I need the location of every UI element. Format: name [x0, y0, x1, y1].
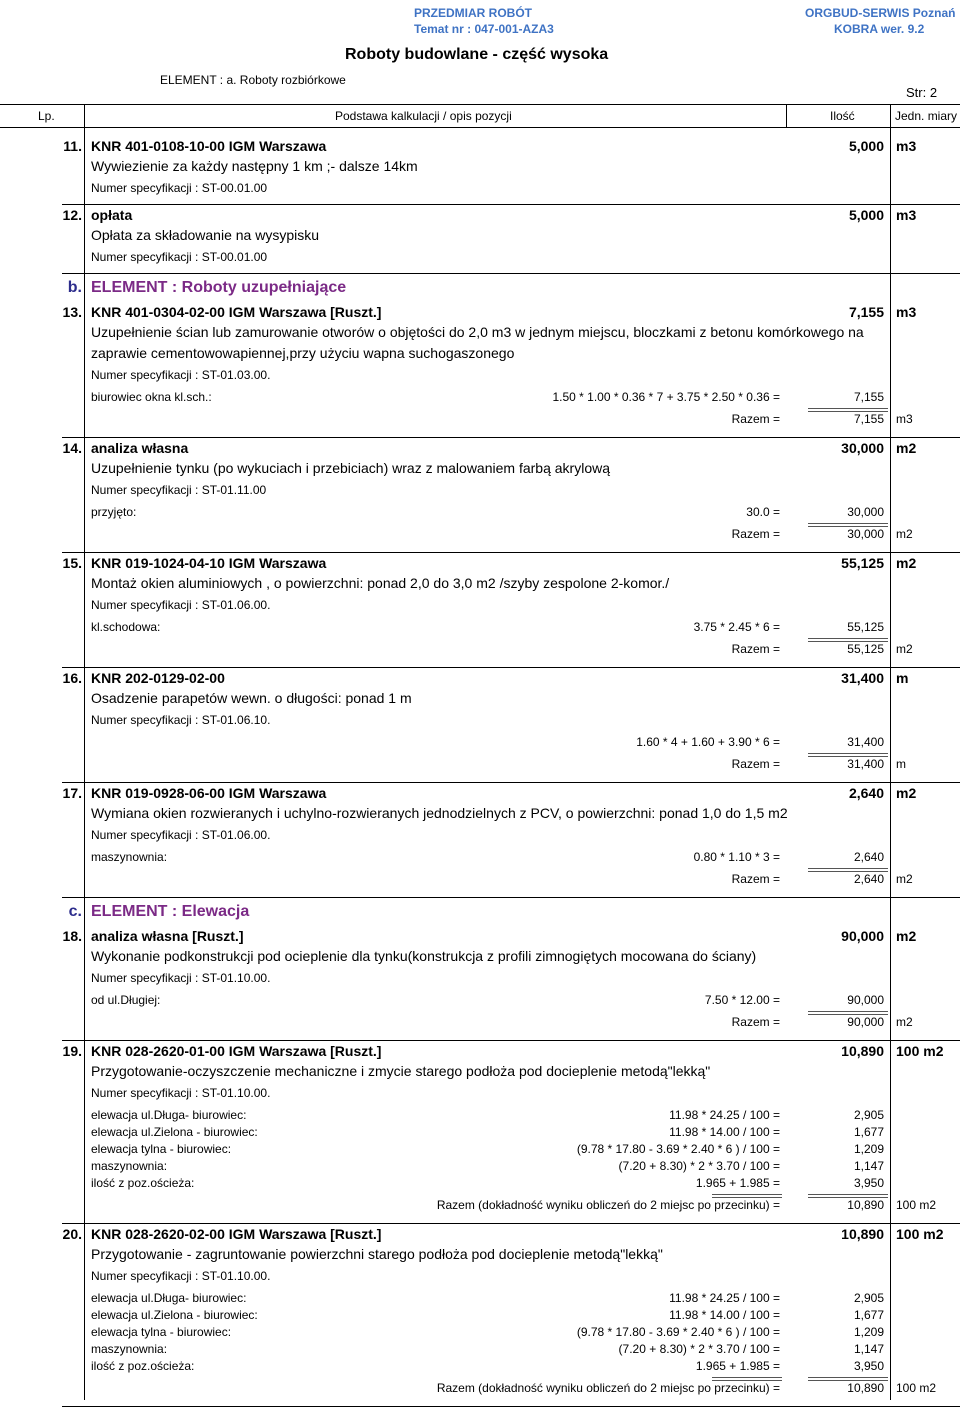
calc-formula: 11.98 * 14.00 / 100 = — [669, 1125, 780, 1139]
calc-value: 1,677 — [853, 1308, 884, 1322]
calc-formula: 11.98 * 24.25 / 100 = — [669, 1108, 780, 1122]
column-qty: Ilość — [830, 109, 855, 123]
razem-row — [0, 1009, 960, 1033]
calc-row — [0, 389, 960, 406]
item-spec: Numer specyfikacji : ST-01.06.00. — [91, 828, 271, 842]
item-spec: Numer specyfikacji : ST-01.10.00. — [91, 1269, 271, 1283]
calc-row — [0, 1141, 960, 1158]
cost-item — [0, 136, 960, 205]
calc-label: elewacja ul.Zielona - biurowiec: — [91, 1308, 258, 1322]
item-number: 15. — [62, 555, 82, 571]
razem-row — [0, 1375, 960, 1399]
item-unit: m2 — [896, 440, 917, 456]
item-head — [0, 783, 960, 803]
cost-item — [0, 553, 960, 668]
calc-label: elewacja tylna - biurowiec: — [91, 1142, 232, 1156]
item-code: KNR 401-0108-10-00 IGM Warszawa — [91, 138, 327, 154]
item-unit: m3 — [896, 138, 917, 154]
calc-row — [0, 992, 960, 1009]
item-code: KNR 202-0129-02-00 — [91, 670, 225, 686]
razem-value: 30,000 — [847, 527, 884, 541]
calc-value: 1,147 — [853, 1159, 884, 1173]
item-head — [0, 1041, 960, 1061]
project-title: PRZEDMIAR ROBÓT — [414, 6, 532, 20]
razem-unit: m2 — [896, 872, 913, 886]
calc-label: kl.schodowa: — [91, 620, 161, 634]
razem-unit: m — [896, 757, 906, 771]
razem-value: 10,890 — [847, 1381, 884, 1395]
item-number: 14. — [62, 440, 82, 456]
item-spec: Numer specyfikacji : ST-00.01.00 — [91, 250, 268, 264]
item-spec: Numer specyfikacji : ST-00.01.00 — [91, 181, 268, 195]
calc-value: 30,000 — [847, 505, 884, 519]
calc-label: maszynownia: — [91, 850, 168, 864]
calc-value: 2,905 — [853, 1108, 884, 1122]
column-header — [0, 104, 960, 128]
item-code: KNR 019-1024-04-10 IGM Warszawa — [91, 555, 327, 571]
item-head — [0, 302, 960, 322]
software-version: KOBRA wer. 9.2 — [834, 22, 925, 36]
item-number: 11. — [63, 138, 82, 154]
razem-label: Razem = — [731, 872, 780, 886]
calc-row — [0, 1175, 960, 1192]
razem-row — [0, 406, 960, 430]
calc-formula: 11.98 * 24.25 / 100 = — [669, 1291, 780, 1305]
item-quantity: 5,000 — [848, 138, 884, 154]
razem-unit: 100 m2 — [896, 1381, 937, 1395]
item-number: 20. — [62, 1226, 82, 1242]
calc-row — [0, 1107, 960, 1124]
razem-unit: m2 — [896, 1015, 913, 1029]
column-lp: Lp. — [38, 109, 55, 123]
razem-unit: m3 — [896, 412, 913, 426]
column-divider — [84, 105, 85, 127]
cost-items-table — [0, 136, 960, 1407]
calc-label: przyjęto: — [91, 505, 137, 519]
item-unit: m2 — [896, 928, 917, 944]
calc-value: 90,000 — [847, 993, 884, 1007]
item-description: Wywiezienie za każdy następny 1 km ;- dalsze 14km — [91, 158, 418, 174]
calc-row — [0, 1324, 960, 1341]
item-description: Uzupełnienie tynku (po wykuciach i przebiciach) wraz z malowaniem farbą akrylową — [91, 460, 610, 476]
calc-label: maszynownia: — [91, 1342, 168, 1356]
item-unit: 100 m2 — [896, 1043, 944, 1059]
calc-row — [0, 1124, 960, 1141]
calc-label: ilość z poz.ościeża: — [91, 1176, 195, 1190]
item-quantity: 10,890 — [841, 1043, 884, 1059]
project-temat: Temat nr : 047-001-AZA3 — [414, 22, 554, 36]
item-spec: Numer specyfikacji : ST-01.03.00. — [91, 368, 271, 382]
calc-value: 3,950 — [853, 1176, 884, 1190]
razem-label: Razem (dokładność wyniku obliczeń do 2 miejsc po przecinku) = — [436, 1381, 780, 1395]
calc-value: 55,125 — [847, 620, 884, 634]
item-code: analiza własna [Ruszt.] — [91, 928, 244, 944]
item-head — [0, 205, 960, 225]
cost-item — [0, 302, 960, 438]
element-label: ELEMENT : a. Roboty rozbiórkowe — [160, 73, 346, 87]
item-number: 12. — [62, 207, 82, 223]
element-letter: c. — [68, 903, 82, 920]
item-description: Opłata za składowanie na wysypisku — [91, 227, 320, 243]
item-quantity: 31,400 — [841, 670, 884, 686]
item-description: Wymiana okien rozwieranych i uchylno-rozwieranych jednodzielnych z PCV, o powierzchni: ponad 1,0 do 1,5 m2 — [91, 805, 788, 821]
razem-label: Razem = — [731, 757, 780, 771]
element-letter: b. — [67, 279, 82, 296]
calc-formula: 1.965 + 1.985 = — [695, 1176, 780, 1190]
item-head — [0, 438, 960, 458]
cost-item — [0, 783, 960, 898]
item-quantity: 90,000 — [841, 928, 884, 944]
element-header — [0, 274, 960, 302]
calc-label: elewacja ul.Długa- biurowiec: — [91, 1291, 247, 1305]
calc-formula: (7.20 + 8.30) * 2 * 3.70 / 100 = — [618, 1342, 780, 1356]
item-code: KNR 019-0928-06-00 IGM Warszawa — [91, 785, 327, 801]
element-header — [0, 898, 960, 926]
cost-item — [0, 1224, 960, 1407]
item-spec: Numer specyfikacji : ST-01.10.00. — [91, 971, 271, 985]
calc-label: maszynownia: — [91, 1159, 168, 1173]
calc-formula: 3.75 * 2.45 * 6 = — [693, 620, 780, 634]
item-quantity: 5,000 — [848, 207, 884, 223]
item-head — [0, 136, 960, 156]
razem-label: Razem = — [731, 642, 780, 656]
document-title: Roboty budowlane - część wysoka — [345, 46, 609, 63]
razem-label: Razem (dokładność wyniku obliczeń do 2 miejsc po przecinku) = — [436, 1198, 780, 1212]
item-quantity: 55,125 — [841, 555, 884, 571]
item-spec: Numer specyfikacji : ST-01.06.10. — [91, 713, 271, 727]
item-quantity: 10,890 — [841, 1226, 884, 1242]
calc-label: od ul.Długiej: — [91, 993, 161, 1007]
item-unit: m3 — [896, 207, 917, 223]
cost-item — [0, 1041, 960, 1224]
item-description: Uzupełnienie ścian lub zamurowanie otworów o objętości do 2,0 m3 w jednym miejscu, bloczkami z betonu komórkowego na zaprawie cementowowapiennej,przy użyciu wapna suchogaszonego — [91, 324, 864, 361]
item-number: 17. — [62, 785, 82, 801]
item-number: 18. — [62, 928, 82, 944]
calc-row — [0, 1158, 960, 1175]
item-head — [0, 926, 960, 946]
item-quantity: 2,640 — [848, 785, 884, 801]
item-description: Przygotowanie - zagruntowanie powierzchni starego podłoża pod docieplenie metodą"lekką" — [91, 1246, 663, 1262]
razem-value: 2,640 — [853, 872, 884, 886]
item-description: Przygotowanie-oczyszczenie mechaniczne i zmycie starego podłoża pod docieplenie metodą"lekką" — [91, 1063, 711, 1079]
razem-unit: m2 — [896, 642, 913, 656]
razem-value: 55,125 — [847, 642, 884, 656]
calc-row — [0, 1358, 960, 1375]
razem-row — [0, 1192, 960, 1216]
item-quantity: 7,155 — [848, 304, 884, 320]
razem-row — [0, 636, 960, 660]
item-head — [0, 1224, 960, 1244]
razem-value: 90,000 — [847, 1015, 884, 1029]
calc-label: elewacja tylna - biurowiec: — [91, 1325, 232, 1339]
calc-formula: (9.78 * 17.80 - 3.69 * 2.40 * 6 ) / 100 = — [576, 1142, 780, 1156]
calc-label: ilość z poz.ościeża: — [91, 1359, 195, 1373]
column-basis: Podstawa kalkulacji / opis pozycji — [335, 109, 512, 123]
razem-label: Razem = — [731, 412, 780, 426]
calc-label: elewacja ul.Zielona - biurowiec: — [91, 1125, 258, 1139]
calc-formula: (9.78 * 17.80 - 3.69 * 2.40 * 6 ) / 100 = — [576, 1325, 780, 1339]
calc-label: biurowiec okna kl.sch.: — [91, 390, 212, 404]
razem-value: 10,890 — [847, 1198, 884, 1212]
razem-unit: m2 — [896, 527, 913, 541]
calc-formula: 11.98 * 14.00 / 100 = — [669, 1308, 780, 1322]
page-number: Str: 2 — [906, 85, 938, 100]
calc-label: elewacja ul.Długa- biurowiec: — [91, 1108, 247, 1122]
item-unit: 100 m2 — [896, 1226, 944, 1242]
calc-formula: 1.60 * 4 + 1.60 + 3.90 * 6 = — [636, 735, 780, 749]
column-divider — [890, 105, 891, 127]
razem-row — [0, 751, 960, 775]
razem-label: Razem = — [731, 1015, 780, 1029]
calc-row — [0, 1307, 960, 1324]
razem-row — [0, 866, 960, 890]
calc-value: 2,905 — [853, 1291, 884, 1305]
calc-value: 1,147 — [853, 1342, 884, 1356]
calc-value: 3,950 — [853, 1359, 884, 1373]
calc-value: 1,209 — [853, 1325, 884, 1339]
calc-formula: (7.20 + 8.30) * 2 * 3.70 / 100 = — [618, 1159, 780, 1173]
cost-item — [0, 205, 960, 274]
calc-row — [0, 1341, 960, 1358]
item-unit: m3 — [896, 304, 917, 320]
calc-row — [0, 619, 960, 636]
item-spec: Numer specyfikacji : ST-01.10.00. — [91, 1086, 271, 1100]
item-unit: m — [896, 670, 909, 686]
calc-row — [0, 849, 960, 866]
calc-formula: 0.80 * 1.10 * 3 = — [693, 850, 780, 864]
razem-unit: 100 m2 — [896, 1198, 937, 1212]
item-spec: Numer specyfikacji : ST-01.11.00 — [91, 483, 267, 497]
item-code: analiza własna — [91, 440, 189, 456]
item-code: KNR 028-2620-02-00 IGM Warszawa [Ruszt.] — [91, 1226, 382, 1242]
item-head — [0, 553, 960, 573]
calc-value: 2,640 — [853, 850, 884, 864]
calc-value: 31,400 — [847, 735, 884, 749]
item-code: KNR 028-2620-01-00 IGM Warszawa [Ruszt.] — [91, 1043, 382, 1059]
item-description: Montaż okien aluminiowych , o powierzchni: ponad 2,0 do 3,0 m2 /szyby zespolone 2-komor./ — [91, 575, 670, 591]
razem-row — [0, 521, 960, 545]
razem-value: 7,155 — [853, 412, 884, 426]
item-head — [0, 668, 960, 688]
calc-formula: 1.50 * 1.00 * 0.36 * 7 + 3.75 * 2.50 * 0.36 = — [552, 390, 780, 404]
column-unit: Jedn. miary — [895, 109, 958, 123]
calc-row — [0, 1290, 960, 1307]
element-title: ELEMENT : Roboty uzupełniające — [91, 279, 347, 296]
item-number: 13. — [62, 304, 82, 320]
calc-formula: 30.0 = — [746, 505, 780, 519]
cost-item — [0, 926, 960, 1041]
item-quantity: 30,000 — [841, 440, 884, 456]
item-description: Wykonanie podkonstrukcji pod ocieplenie dla tynku(konstrukcja z profili zimnogiętych mocowana do ściany) — [91, 948, 757, 964]
razem-label: Razem = — [731, 527, 780, 541]
item-unit: m2 — [896, 785, 917, 801]
calc-value: 1,209 — [853, 1142, 884, 1156]
calc-formula: 7.50 * 12.00 = — [704, 993, 780, 1007]
item-code: opłata — [91, 207, 133, 223]
calc-value: 7,155 — [853, 390, 884, 404]
column-divider — [786, 105, 787, 127]
cost-item — [0, 668, 960, 783]
company-name: ORGBUD-SERWIS Poznań — [805, 6, 956, 20]
razem-value: 31,400 — [847, 757, 884, 771]
calc-row — [0, 504, 960, 521]
cost-item — [0, 438, 960, 553]
item-number: 19. — [62, 1043, 82, 1059]
item-number: 16. — [62, 670, 82, 686]
element-title: ELEMENT : Elewacja — [91, 903, 250, 920]
calc-formula: 1.965 + 1.985 = — [695, 1359, 780, 1373]
calc-value: 1,677 — [853, 1125, 884, 1139]
item-description: Osadzenie parapetów wewn. o długości: ponad 1 m — [91, 690, 412, 706]
item-code: KNR 401-0304-02-00 IGM Warszawa [Ruszt.] — [91, 304, 382, 320]
item-unit: m2 — [896, 555, 917, 571]
calc-row — [0, 734, 960, 751]
item-spec: Numer specyfikacji : ST-01.06.00. — [91, 598, 271, 612]
